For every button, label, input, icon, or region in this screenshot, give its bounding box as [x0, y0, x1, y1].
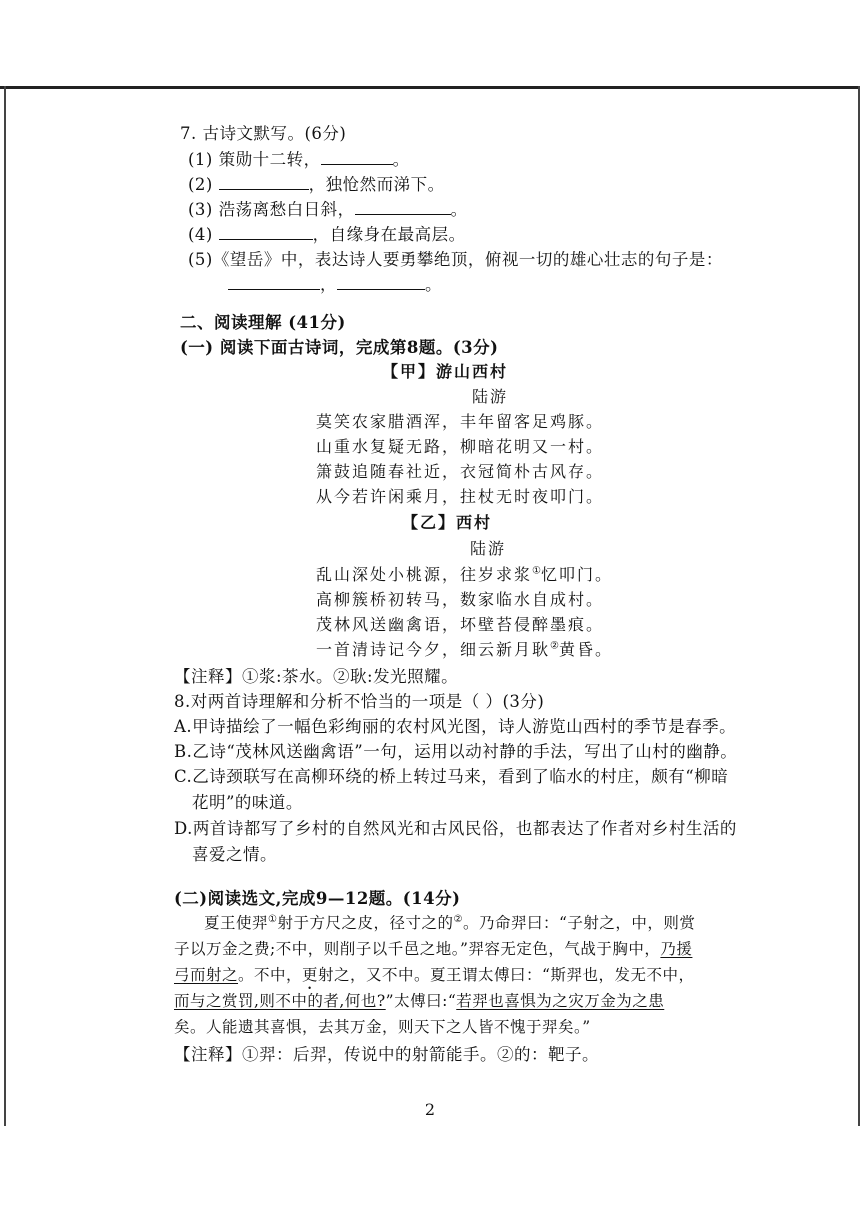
passage-line: 子以万金之费;不中，则削子以千邑之地。”羿容无定色，气战于胸中，乃援	[174, 940, 693, 958]
dotted-character: 更	[302, 966, 319, 984]
q7-title: 7. 古诗文默写。(6分)	[180, 124, 347, 143]
page-number: 2	[424, 1100, 436, 1119]
q8-title: 8.对两首诗理解和分析不恰当的一项是（ ）(3分)	[174, 692, 545, 711]
poem-a-line: 从今若许闲乘月，拄杖无时夜叩门。	[316, 487, 605, 506]
underlined-phrase: 若羿也喜惧为之灾万金为之患	[456, 992, 665, 1010]
poem-annotation: 【注释】①浆:茶水。②耿:发光照耀。	[174, 667, 459, 686]
part-2-title: (二)阅读选文,完成9—12题。(14分)	[174, 889, 461, 908]
q7-item-3: (3) 浩荡离愁白日斜， 。	[188, 200, 468, 219]
answer-blank[interactable]	[219, 175, 309, 190]
answer-blank[interactable]	[355, 200, 451, 215]
passage-annotation: 【注释】①羿：后羿，传说中的射箭能手。②的：靶子。	[174, 1045, 599, 1064]
underlined-phrase: 而与之赏罚,则不中的者,何也?	[174, 992, 386, 1010]
poem-a-line: 莫笑农家腊酒浑，丰年留客足鸡豚。	[316, 412, 605, 431]
underlined-phrase: 乃援	[660, 940, 693, 958]
poem-b-author: 陆游	[470, 539, 507, 558]
poem-a-title: 【甲】游山西村	[382, 362, 509, 381]
q8-option-d-cont: 喜爱之情。	[192, 845, 277, 864]
q7-item-2: (2) ，独怆然而涕下。	[188, 175, 445, 194]
q8-option-c: C.乙诗颈联写在高柳环绕的桥上转过马来，看到了临水的村庄，颇有“柳暗	[174, 767, 729, 786]
q8-option-c-cont: 花明”的味道。	[192, 793, 303, 812]
poem-b-line: 乱山深处小桃源，往岁求浆①忆叩门。	[316, 565, 613, 584]
poem-b-title: 【乙】西村	[402, 513, 493, 532]
answer-blank[interactable]	[219, 225, 313, 240]
passage-line: 矣。人能遗其喜惧，去其万金，则天下之人皆不愧于羿矣。”	[174, 1018, 591, 1036]
section-2-title: 二、阅读理解 (41分)	[180, 313, 346, 332]
poem-b-line: 一首清诗记今夕，细云新月耿②黄昏。	[316, 640, 613, 659]
q7-item-5-answer: ， 。	[228, 271, 442, 295]
poem-b-line: 高柳簇桥初转马，数家临水自成村。	[316, 590, 605, 609]
q8-option-a: A.甲诗描绘了一幅色彩绚丽的农村风光图，诗人游览山西村的季节是春季。	[174, 717, 737, 736]
underlined-phrase: 弓而射之	[174, 966, 239, 984]
part-1-title: (一) 阅读下面古诗词，完成第8题。(3分)	[180, 338, 499, 357]
answer-blank[interactable]	[337, 275, 425, 290]
q7-item-4: (4) ，自缘身在最高层。	[188, 225, 466, 244]
poem-a-line: 箫鼓追随春社近，衣冠简朴古风存。	[316, 462, 605, 481]
q7-item-1: (1) 策勋十二转， 。	[188, 150, 410, 169]
answer-blank[interactable]	[321, 150, 393, 165]
poem-b-line: 茂林风送幽禽语，坏壁苔侵醉墨痕。	[316, 615, 605, 634]
passage-line: 弓而射之。不中，更射之，又不中。夏王谓太傅曰：“斯羿也，发无不中，	[174, 966, 695, 984]
poem-a-author: 陆游	[472, 387, 509, 406]
passage-line: 而与之赏罚,则不中的者,何也?”太傅曰:“若羿也喜惧为之灾万金为之患	[174, 992, 665, 1010]
q7-item-5: (5)《望岳》中，表达诗人要勇攀绝顶，俯视一切的雄心壮志的句子是：	[188, 250, 723, 269]
poem-a-line: 山重水复疑无路，柳暗花明又一村。	[316, 437, 605, 456]
q8-option-d: D.两首诗都写了乡村的自然风光和古风民俗，也都表达了作者对乡村生活的	[174, 819, 737, 838]
answer-blank[interactable]	[228, 275, 320, 290]
q8-option-b: B.乙诗“茂林风送幽禽语”一句，运用以动衬静的手法，写出了山村的幽静。	[174, 742, 738, 761]
passage-line: 夏王使羿①射于方尺之皮，径寸之的②。乃命羿曰：“子射之，中，则赏	[204, 913, 696, 932]
